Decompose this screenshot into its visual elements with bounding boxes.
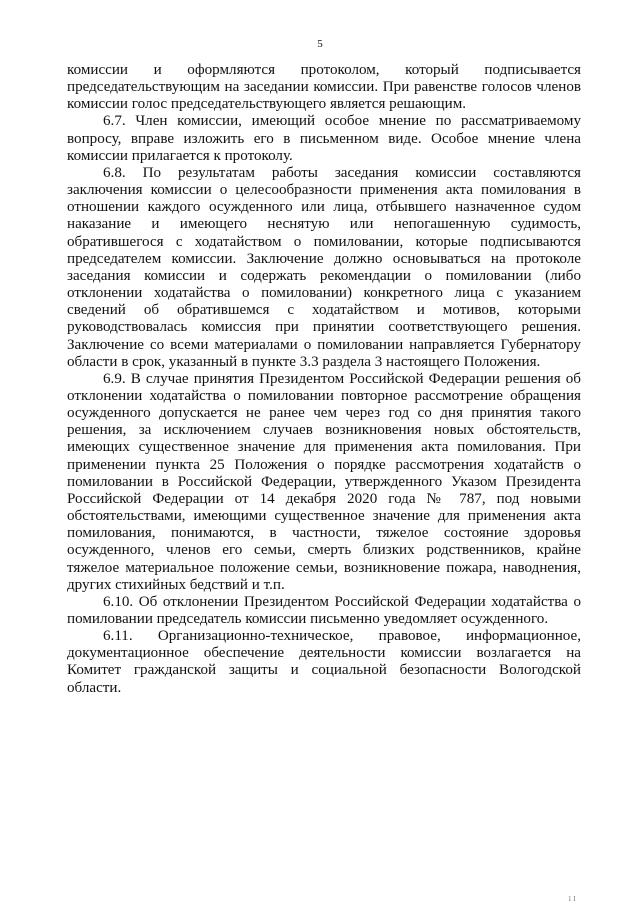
- paragraph-6-8: 6.8. По результатам работы заседания комиссии составляются заключения комиссии о целесообразности применения акта помилования в отношении каждого осужденного или лица, отбывшего назначенное судом наказание и имеющего неснятую или непогашенную судимость, обратившегося с ходатайством о помиловании, которые подписываются председателем комиссии. Заключение должно основываться на протоколе заседания комиссии и содержать рекомендации о помиловании (либо отклонении ходатайства о помиловании) конкретного лица с указанием сведений об обратившемся с ходатайством и мотивов, которыми руководствовалась комиссия при принятии соответствующего решения. Заключение со всеми материалами о помиловании направляется Губернатору области в срок, указанный в пункте 3.3 раздела 3 настоящего Положения.: [67, 164, 581, 370]
- paragraph-6-9: 6.9. В случае принятия Президентом Российской Федерации решения об отклонении ходатайства о помиловании повторное рассмотрение обращения осужденного допускается не ранее чем через год со дня принятия такого решения, за исключением случаев возникновения новых обстоятельств, имеющих существенное значение для применения акта помилования. При применении пункта 25 Положения о порядке рассмотрения ходатайств о помиловании в Российской Федерации, утвержденного Указом Президента Российской Федерации от 14 декабря 2020 года № 787, под новыми обстоятельствами, имеющими существенное значение для применения акта помилования, понимаются, в частности, тяжелое состояние здоровья осужденного, членов его семьи, смерть близких родственников, крайне тяжелое материальное положение семьи, возникновение пожара, наводнения, других стихийных бедствий и т.п.: [67, 370, 581, 593]
- paragraph-6-6-continuation: комиссии и оформляются протоколом, который подписывается председательствующим на заседании комиссии. При равенстве голосов членов комиссии голос председательствующего является решающим.: [67, 62, 581, 113]
- paragraph-6-10: 6.10. Об отклонении Президентом Российской Федерации ходатайства о помиловании председатель комиссии письменно уведомляет осужденного.: [67, 593, 581, 627]
- page-number: 5: [317, 38, 323, 50]
- paragraph-6-7: 6.7. Член комиссии, имеющий особое мнение по рассматриваемому вопросу, вправе изложить его в письменном виде. Особое мнение члена комиссии прилагается к протоколу.: [67, 113, 581, 164]
- document-body: [67, 62, 581, 697]
- paragraph-6-11: 6.11. Организационно-техническое, правовое, информационное, документационное обеспечение деятельности комиссии возлагается на Комитет гражданской защиты и социальной безопасности Вологодской области.: [67, 628, 581, 696]
- footer-mark: 1 I: [568, 895, 576, 903]
